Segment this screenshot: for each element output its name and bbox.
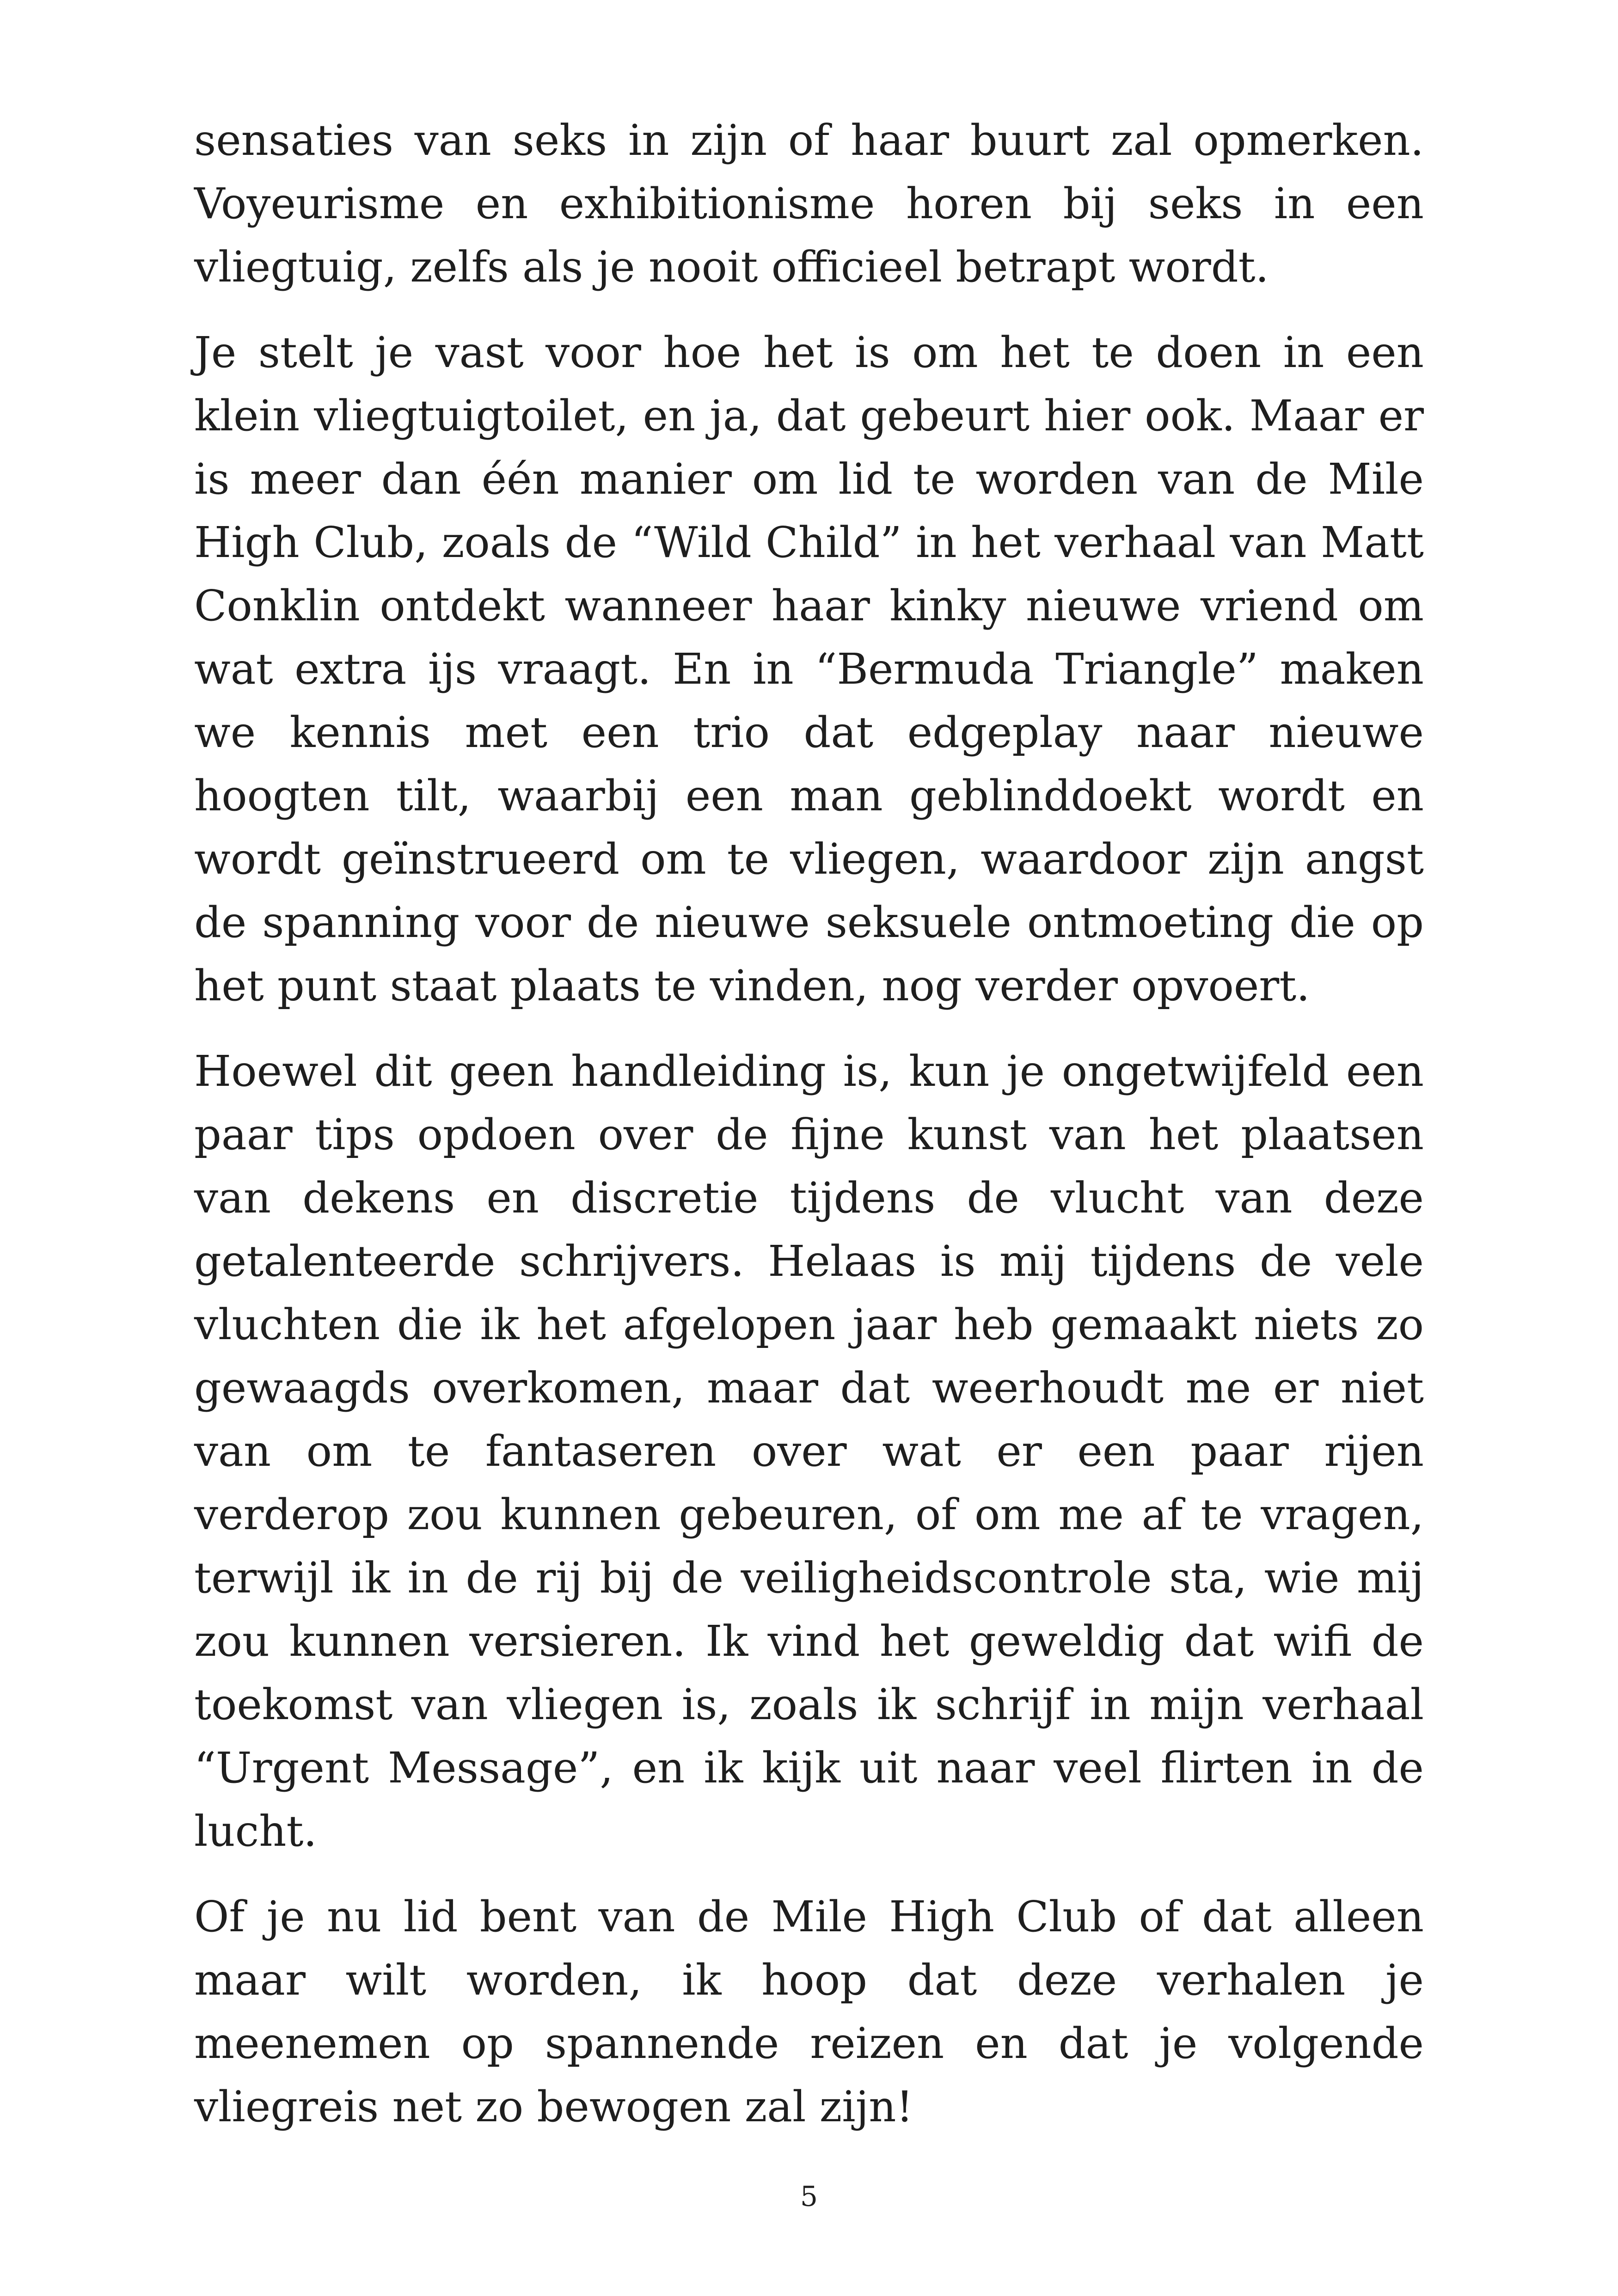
paragraph-4: Of je nu lid bent van de Mile High Club of dat alleen maar wilt worden, ik hoop dat deze verhalen je meenemen op spannende reizen en dat je volgende vliegreis net zo bewogen zal zijn!	[194, 1892, 1424, 2131]
paragraph-2: Je stelt je vast voor hoe het is om het te doen in een klein vliegtuigtoilet, en ja, dat gebeurt hier ook. Maar er is meer dan één manier om lid te worden van de Mile High Club, zoals de “Wild Child” in het verhaal van Matt Conklin ontdekt wanneer haar kinky nieuwe vriend om wat extra ijs vraagt. En in “Bermuda Triangle” maken we kennis met een trio dat edgeplay naar nieuwe hoogten tilt, waarbij een man geblinddoekt wordt en wordt geïnstrueerd om te vliegen, waardoor zijn angst de spanning voor de nieuwe seksuele ontmoeting die op het punt staat plaats te vinden, nog verder opvoert.	[194, 328, 1424, 1010]
paragraph-1: sensaties van seks in zijn of haar buurt zal opmerken. Voyeurisme en exhibitionisme horen bij seks in een vliegtuig, zelfs als je nooit officieel betrapt wordt.	[194, 116, 1424, 292]
paragraph-3: Hoewel dit geen handleiding is, kun je ongetwijfeld een paar tips opdoen over de fijne kunst van het plaatsen van dekens en discretie tijdens de vlucht van deze getalenteerde schrijvers. Helaas is mij tijdens de vele vluchten die ik het afgelopen jaar heb gemaakt niets zo gewaagds overkomen, maar dat weerhoudt me er niet van om te fantaseren over wat er een paar rijen verderop zou kunnen gebeuren, of om me af te vragen, terwijl ik in de rij bij de veiligheidscontrole sta, wie mij zou kunnen versieren. Ik vind het geweldig dat wifi de toekomst van vliegen is, zoals ik schrijf in mijn verhaal “Urgent Message”, en ik kijk uit naar veel flirten in de lucht.	[194, 1047, 1424, 1856]
page-number: 5	[800, 2180, 818, 2213]
text-body	[194, 109, 1424, 2161]
